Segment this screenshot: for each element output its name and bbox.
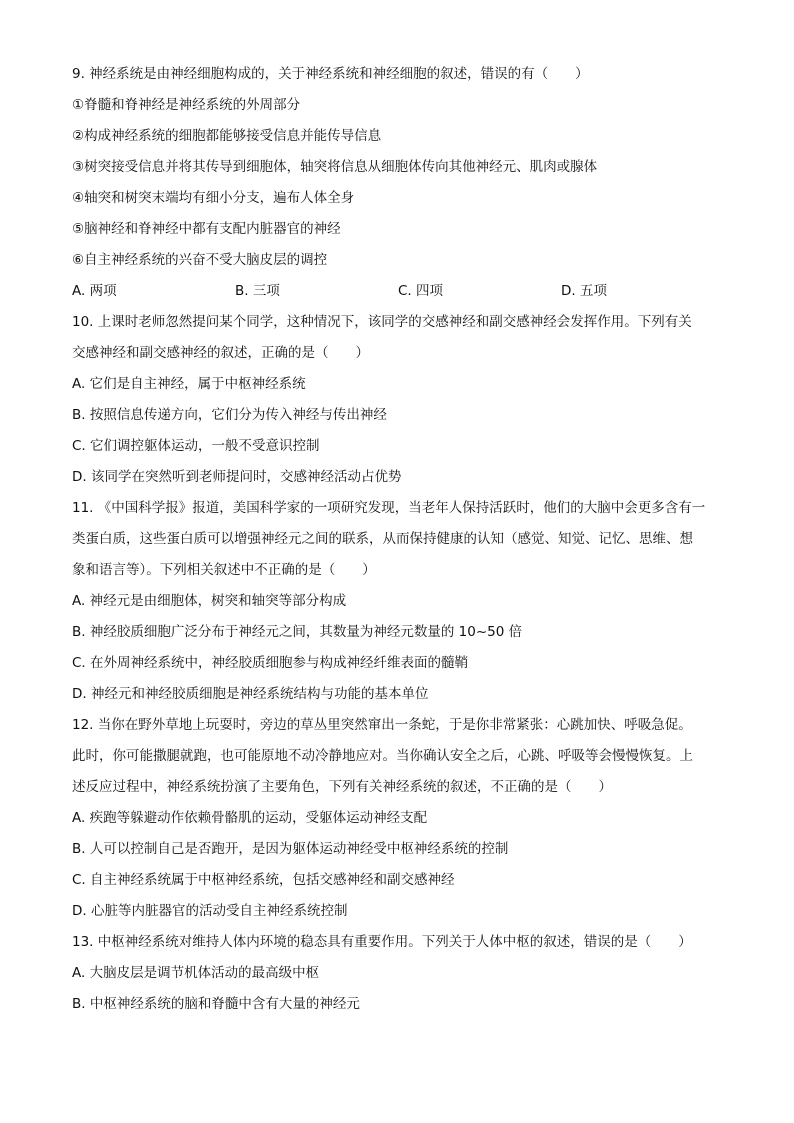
option-c: C. 四项 — [398, 283, 444, 299]
question-9 — [72, 64, 732, 312]
option-b: B. 人可以控制自己是否跑开，是因为躯体运动神经受中枢神经系统的控制 — [72, 841, 509, 857]
option-c: C. 自主神经系统属于中枢神经系统，包括交感神经和副交感神经 — [72, 872, 455, 888]
option-a: A. 疾跑等躲避动作依赖骨骼肌的运动，受躯体运动神经支配 — [72, 810, 428, 826]
option-d: D. 心脏等内脏器官的活动受自主神经系统控制 — [72, 903, 348, 919]
option-a: A. 大脑皮层是调节机体活动的最高级中枢 — [72, 965, 320, 981]
option-a: A. 神经元是由细胞体，树突和轴突等部分构成 — [72, 593, 347, 609]
question-stem-line-3: 象和语言等）。下列相关叙述中不正确的是（ ） — [72, 562, 376, 578]
statement-4: ④轴突和树突末端均有细小分支，遍布人体全身 — [72, 190, 355, 206]
statement-2: ②构成神经系统的细胞都能够接受信息并能传导信息 — [72, 128, 382, 144]
question-10 — [72, 312, 732, 498]
question-stem-line-1: 11. 《中国科学报》报道，美国科学家的一项研究发现，当老年人保持活跃时，他们的大脑中会更多含有一 — [72, 500, 706, 516]
option-a: A. 它们是自主神经，属于中枢神经系统 — [72, 376, 306, 392]
question-stem-line-2: 类蛋白质，这些蛋白质可以增强神经元之间的联系，从而保持健康的认知（感觉、知觉、记忆、思维、想 — [72, 531, 693, 547]
option-a: A. 两项 — [72, 283, 117, 299]
statement-3: ③树突接受信息并将其传导到细胞体，轴突将信息从细胞体传向其他神经元、肌肉或腺体 — [72, 159, 598, 175]
option-c: C. 在外周神经系统中，神经胶质细胞参与构成神经纤维表面的髓鞘 — [72, 655, 469, 671]
statement-6: ⑥自主神经系统的兴奋不受大脑皮层的调控 — [72, 252, 328, 268]
question-stem-line-3: 述反应过程中，神经系统扮演了主要角色，下列有关神经系统的叙述，不正确的是（ ） — [72, 779, 612, 795]
option-d: D. 该同学在突然听到老师提问时，交感神经活动占优势 — [72, 469, 402, 485]
options-row — [72, 281, 732, 312]
question-13 — [72, 932, 732, 1025]
question-stem: 9. 神经系统是由神经细胞构成的，关于神经系统和神经细胞的叙述，错误的有（ ） — [72, 66, 589, 82]
question-stem-line-2: 此时，你可能撒腿就跑，也可能原地不动冷静地应对。当你确认安全之后，心跳、呼吸等会慢慢恢复。上 — [72, 748, 693, 764]
option-b: B. 中枢神经系统的脑和脊髓中含有大量的神经元 — [72, 996, 360, 1012]
option-d: D. 神经元和神经胶质细胞是神经系统结构与功能的基本单位 — [72, 686, 429, 702]
question-stem: 13. 中枢神经系统对维持人体内环境的稳态具有重要作用。下列关于人体中枢的叙述，错误的是（ ） — [72, 934, 692, 950]
option-b: B. 三项 — [235, 283, 280, 299]
exam-page — [72, 64, 732, 1025]
question-stem-line-1: 10. 上课时老师忽然提问某个同学，这种情况下，该同学的交感神经和副交感神经会发挥作用。下列有关 — [72, 314, 692, 330]
question-11 — [72, 498, 732, 715]
option-c: C. 它们调控躯体运动，一般不受意识控制 — [72, 438, 320, 454]
statement-5: ⑤脑神经和脊神经中都有支配内脏器官的神经 — [72, 221, 341, 237]
question-stem-line-2: 交感神经和副交感神经的叙述，正确的是（ ） — [72, 345, 369, 361]
question-stem-line-1: 12. 当你在野外草地上玩耍时，旁边的草丛里突然窜出一条蛇，于是你非常紧张：心跳加快、呼吸急促。 — [72, 717, 692, 733]
option-b: B. 神经胶质细胞广泛分布于神经元之间，其数量为神经元数量的 10~50 倍 — [72, 624, 523, 640]
option-b: B. 按照信息传递方向，它们分为传入神经与传出神经 — [72, 407, 387, 423]
option-d: D. 五项 — [561, 283, 607, 299]
question-12 — [72, 715, 732, 932]
statement-1: ①脊髓和脊神经是神经系统的外周部分 — [72, 97, 301, 113]
